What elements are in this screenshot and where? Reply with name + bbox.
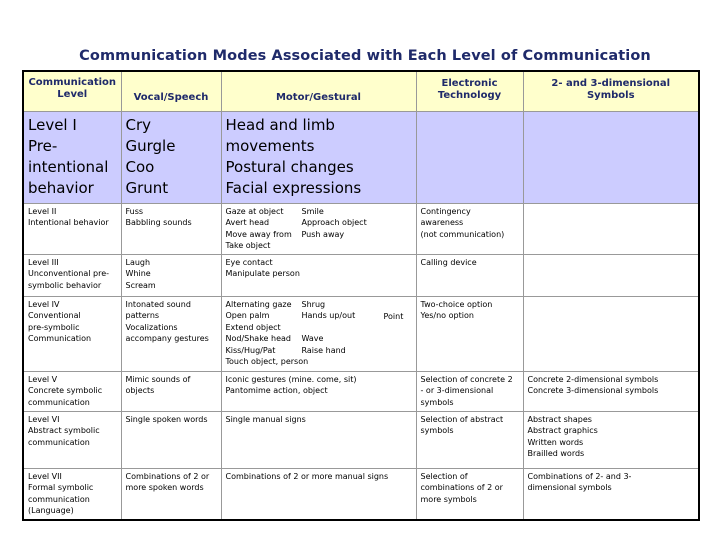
vocal-cell-line: Laugh: [125, 257, 151, 267]
technology-cell-line: Yes/no option: [420, 311, 474, 320]
level-cell-line: Intentional behavior: [28, 218, 109, 227]
table-row: [23, 468, 699, 520]
level-cell-line: Conventional: [28, 311, 81, 320]
motor-gesture: Kiss/Hug/Pat: [225, 345, 276, 355]
symbols-cell-line: Brailled words: [527, 449, 585, 458]
motor-gesture: Wave: [301, 334, 324, 343]
motor-gesture: Hands up/out: [301, 311, 356, 320]
motor-cell-line: [226, 217, 412, 229]
level-cell-line: Level IV: [28, 299, 60, 309]
vocal-cell-line: objects: [125, 386, 155, 395]
vocal-cell-line: Combinations of 2 or: [125, 471, 210, 481]
motor-cell-line: [226, 345, 412, 357]
vocal-cell-line: Mimic sounds of: [125, 374, 191, 384]
header-symbols: 2- and 3-dimensional Symbols: [523, 71, 699, 111]
vocal-cell: [121, 371, 221, 411]
motor-cell-line: [226, 240, 412, 252]
vocal-cell-line: Babbling sounds: [125, 218, 192, 227]
symbols-cell: [523, 371, 699, 411]
level-cell: [23, 296, 121, 371]
vocal-cell: [121, 296, 221, 371]
motor-gesture: Alternating gaze: [225, 299, 292, 309]
symbols-cell-line: Written words: [527, 437, 584, 447]
motor-gesture: Nod/Shake head: [225, 334, 291, 343]
technology-cell-line: - or 3-dimensional: [420, 386, 494, 395]
symbols-cell: [523, 296, 699, 371]
technology-cell: [416, 468, 523, 520]
motor-cell-line: [226, 299, 412, 311]
symbols-cell-line: Concrete 2-dimensional symbols: [527, 374, 659, 384]
motor-gesture: Open palm: [225, 311, 270, 320]
vocal-cell: [121, 468, 221, 520]
motor-cell: [221, 296, 416, 371]
level-cell: [23, 254, 121, 296]
level-cell-line: Level VII: [28, 471, 62, 481]
motor-gesture: Move away from: [225, 229, 292, 239]
symbols-cell: [523, 111, 699, 203]
motor-gesture: Shrug: [301, 299, 326, 309]
motor-cell-line: [226, 229, 412, 241]
level-cell-line: Level III: [28, 257, 59, 267]
table-row: [23, 296, 699, 371]
level-cell-line: (Language): [28, 506, 74, 515]
level-cell-line: symbolic behavior: [28, 280, 102, 290]
motor-cell-line: movements: [225, 136, 315, 155]
level-cell-line: communication: [28, 437, 90, 447]
motor-gesture: Smile: [301, 206, 324, 216]
symbols-cell: [523, 411, 699, 468]
level-cell-line: behavior: [28, 178, 94, 197]
vocal-cell-line: Cry: [125, 115, 152, 134]
technology-cell: [416, 111, 523, 203]
vocal-cell-line: more spoken words: [125, 483, 204, 492]
motor-gesture: Push away: [301, 229, 345, 239]
vocal-cell-line: Gurgle: [125, 136, 176, 155]
vocal-cell-line: Fuss: [125, 206, 144, 216]
vocal-cell: [121, 203, 221, 254]
vocal-cell-line: Grunt: [125, 178, 169, 197]
motor-gesture: Take object: [225, 241, 271, 250]
technology-cell: [416, 411, 523, 468]
table-row: [23, 411, 699, 468]
level-cell-line: Level I: [28, 115, 77, 134]
technology-cell-line: Calling device: [420, 257, 477, 267]
motor-cell: [221, 468, 416, 520]
motor-gesture: Avert head: [225, 218, 270, 227]
technology-cell-line: symbols: [420, 397, 454, 407]
level-cell-line: Concrete symbolic: [28, 386, 103, 395]
technology-cell-line: Two-choice option: [420, 299, 493, 309]
symbols-cell: [523, 203, 699, 254]
motor-gesture: Extend object: [225, 322, 281, 332]
motor-cell-line: [226, 322, 412, 334]
vocal-cell-line: Scream: [125, 280, 156, 290]
header-electronic-technology: Electronic Technology: [416, 71, 523, 111]
motor-cell-line: Iconic gestures (mine. come, sit): [225, 374, 357, 384]
level-cell: [23, 371, 121, 411]
vocal-cell: [121, 111, 221, 203]
technology-cell: [416, 296, 523, 371]
level-cell-line: communication: [28, 494, 90, 504]
technology-cell-line: Selection of abstract: [420, 414, 504, 424]
symbols-cell-line: Abstract shapes: [527, 414, 592, 424]
level-cell-line: Level VI: [28, 414, 60, 424]
motor-cell-line: [226, 356, 412, 368]
header-row: [23, 71, 699, 111]
vocal-cell-line: Vocalizations: [125, 322, 178, 332]
level-cell-line: Level II: [28, 206, 57, 216]
motor-cell-line: [226, 333, 412, 345]
level-cell: [23, 111, 121, 203]
motor-cell: [221, 411, 416, 468]
technology-cell-line: more symbols: [420, 494, 477, 504]
technology-cell-line: (not communication): [420, 229, 505, 239]
symbols-cell-line: Concrete 3-dimensional symbols: [527, 386, 659, 395]
level-cell-line: Level V: [28, 374, 58, 384]
level-cell: [23, 203, 121, 254]
motor-cell-line: Pantomime action, object: [225, 386, 328, 395]
motor-gesture: Raise hand: [301, 345, 346, 355]
technology-cell-line: Selection of concrete 2: [420, 374, 513, 384]
level-cell-line: Communication: [28, 334, 92, 343]
header-motor-gestural: Motor/Gestural: [221, 71, 416, 111]
vocal-cell-line: Whine: [125, 269, 151, 278]
technology-cell-line: combinations of 2 or: [420, 483, 503, 492]
level-cell-line: Formal symbolic: [28, 483, 94, 492]
level-cell-line: Unconventional pre-: [28, 269, 110, 278]
level-cell: [23, 468, 121, 520]
vocal-cell-line: accompany gestures: [125, 334, 209, 343]
technology-cell: [416, 371, 523, 411]
vocal-cell: [121, 411, 221, 468]
vocal-cell: [121, 254, 221, 296]
level-cell: [23, 411, 121, 468]
motor-cell-line: Head and limb: [225, 115, 335, 134]
level-cell-line: intentional: [28, 157, 109, 176]
technology-cell-line: Selection of: [420, 471, 468, 481]
level-cell-line: Pre-: [28, 136, 58, 155]
technology-cell: [416, 203, 523, 254]
header-vocal-speech: Vocal/Speech: [121, 71, 221, 111]
vocal-cell-line: Coo: [125, 157, 155, 176]
motor-gesture: Touch object, person: [225, 357, 309, 366]
level-cell-line: Abstract symbolic: [28, 426, 100, 435]
level-cell-line: pre-symbolic: [28, 322, 80, 332]
motor-cell-line: [226, 206, 412, 218]
motor-cell-line: Eye contact: [225, 257, 273, 267]
motor-cell-line: Facial expressions: [225, 178, 362, 197]
motor-cell-line: Single manual signs: [225, 414, 306, 424]
level-cell-line: communication: [28, 397, 90, 407]
table-row: [23, 203, 699, 254]
vocal-cell-line: Single spoken words: [125, 414, 208, 424]
vocal-cell-line: patterns: [125, 311, 160, 320]
motor-cell: [221, 254, 416, 296]
motor-cell: [221, 371, 416, 411]
motor-cell-line: Postural changes: [225, 157, 354, 176]
technology-cell-line: awareness: [420, 218, 464, 227]
table-row: [23, 111, 699, 203]
motor-cell: [221, 203, 416, 254]
table-row: [23, 254, 699, 296]
motor-gesture: Point: [383, 311, 404, 321]
page-title: Communication Modes Associated with Each Level of Communication: [79, 48, 651, 64]
motor-gesture: Approach object: [301, 218, 367, 227]
table-row: [23, 371, 699, 411]
symbols-cell: [523, 254, 699, 296]
header-communication-level: Communication Level: [23, 71, 121, 111]
technology-cell-line: Contingency: [420, 206, 471, 216]
technology-cell: [416, 254, 523, 296]
symbols-cell-line: Abstract graphics: [527, 426, 598, 435]
technology-cell-line: symbols: [420, 426, 454, 435]
motor-cell: [221, 111, 416, 203]
motor-cell-line: Combinations of 2 or more manual signs: [225, 471, 389, 481]
vocal-cell-line: Intonated sound: [125, 299, 191, 309]
communication-table: [22, 70, 700, 521]
symbols-cell-line: Combinations of 2- and 3-: [527, 471, 632, 481]
symbols-cell-line: dimensional symbols: [527, 483, 612, 492]
symbols-cell: [523, 468, 699, 520]
motor-cell-line: Manipulate person: [225, 269, 300, 278]
motor-gesture: Gaze at object: [225, 206, 284, 216]
